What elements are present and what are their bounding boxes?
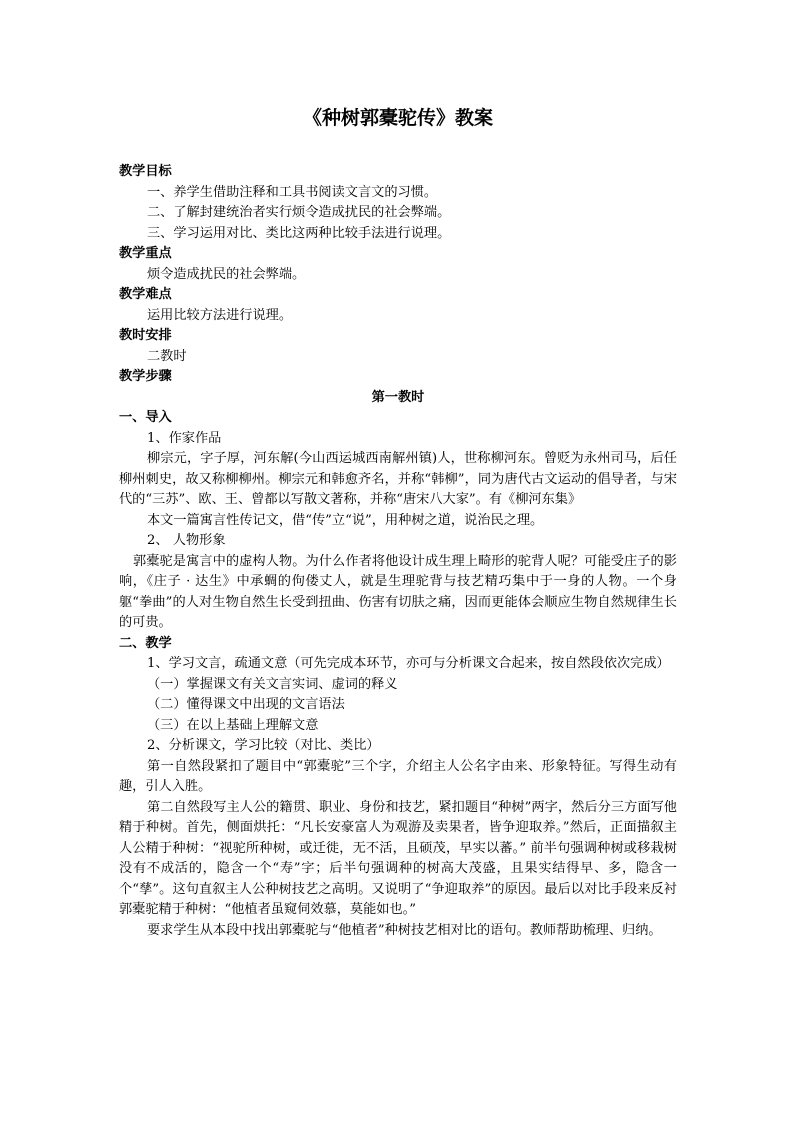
teach-heading: 二、教学	[119, 635, 172, 651]
section-heading-schedule: 教时安排	[119, 328, 172, 343]
difficulty-text: 运用比较方法进行说理。	[147, 307, 293, 323]
intro-paragraph-character: 郭橐驼是寓言中的虚构人物。为什么作者将他设计成生理上畸形的驼背人呢？可能受庄子的影响，《庄子 · 达生》中承蜩的佝偻丈人，就是生理驼背与技艺精巧集中于一身的人物。一个身躯“拳曲”的人对生物自然生长受到扭曲、伤害有切肤之痛，因而更能体会顺应生物自然规律生长的可贵。	[119, 553, 677, 630]
document-page	[119, 104, 677, 941]
teach-step-1b: （二）懂得课文中出现的文言语法	[147, 697, 345, 712]
teach-paragraph-3: 要求学生从本段中找出郭橐驼与“他植者”种树技艺相对比的语句。教师帮助梳理、归纳。	[147, 922, 662, 938]
goal-item: 一、养学生借助注释和工具书阅读文言文的习惯。	[147, 184, 438, 200]
teach-paragraph-2: 第二自然段写主人公的籍贯、职业、身份和技艺，紧扣题目“种树”两字，然后分三方面写他精于种树。首先，侧面烘托：“凡长安豪富人为观游及卖果者，皆争迎取养。”然后，正面描叙主人公精于种树：“视驼所种树，或迁徙，无不活，且硕茂，早实以蕃。” 前半句强调种树或移栽树没有不成活的，隐含一个“寿”字；后半句强调种的树高大茂盛，且果实结得早、多，隐含一个“孳”。这句直叙主人公种树技艺之高明。又说明了“争迎取养”的原因。最后以对比手段来反衬郭橐驼精于种树：“他植者虽窥伺效慕，莫能如也。”	[119, 799, 677, 917]
session-heading: 第一教时	[371, 389, 425, 405]
section-heading-focus: 教学重点	[119, 246, 172, 261]
intro-heading: 一、导入	[119, 410, 172, 425]
intro-subheading-author: 1、作家作品	[147, 430, 222, 446]
section-heading-difficulty: 教学难点	[119, 287, 172, 302]
goal-item: 三、学习运用对比、类比这两种比较手法进行说理。	[147, 225, 451, 241]
teach-step-1a: （一）掌握课文有关文言实词、虚词的释义	[147, 676, 398, 692]
teach-paragraph-1: 第一自然段紧扣了题目中“郭橐驼”三个字，介绍主人公名字由来、形象特征。写得生动有趣，引人入胜。	[119, 758, 677, 794]
document-title: 《种树郭橐驼传》教案	[302, 107, 493, 129]
teach-step-1c: （三）在以上基础上理解文意	[147, 717, 319, 733]
teach-step-1: 1、学习文言，疏通文意（可先完成本环节，亦可与分析课文合起来，按自然段依次完成）	[147, 656, 670, 671]
teach-step-2: 2、分析课文，学习比较（对比、类比）	[147, 738, 380, 753]
intro-paragraph-summary: 本文一篇寓言性传记文，借“传”立“说”，用种树之道，说治民之理。	[147, 512, 544, 528]
section-heading-steps: 教学步骤	[119, 369, 172, 384]
intro-subheading-character: 2、 人物形象	[147, 533, 226, 548]
focus-text: 烦令造成扰民的社会弊端。	[147, 266, 306, 282]
goal-item: 二、了解封建统治者实行烦令造成扰民的社会弊端。	[147, 205, 451, 220]
section-heading-goals: 教学目标	[119, 164, 172, 179]
schedule-text: 二教时	[147, 348, 187, 364]
intro-paragraph-author: 柳宗元，字子厚，河东解(今山西运城西南解州镇)人，世称柳河东。曾贬为永州司马，后任柳州刺史，故又称柳柳州。柳宗元和韩愈齐名，并称“韩柳”，同为唐代古文运动的倡导者，与宋代的“三苏”、欧、王、曾都以写散文著称，并称“唐宋八大家”。有《柳河东集》	[119, 451, 677, 507]
